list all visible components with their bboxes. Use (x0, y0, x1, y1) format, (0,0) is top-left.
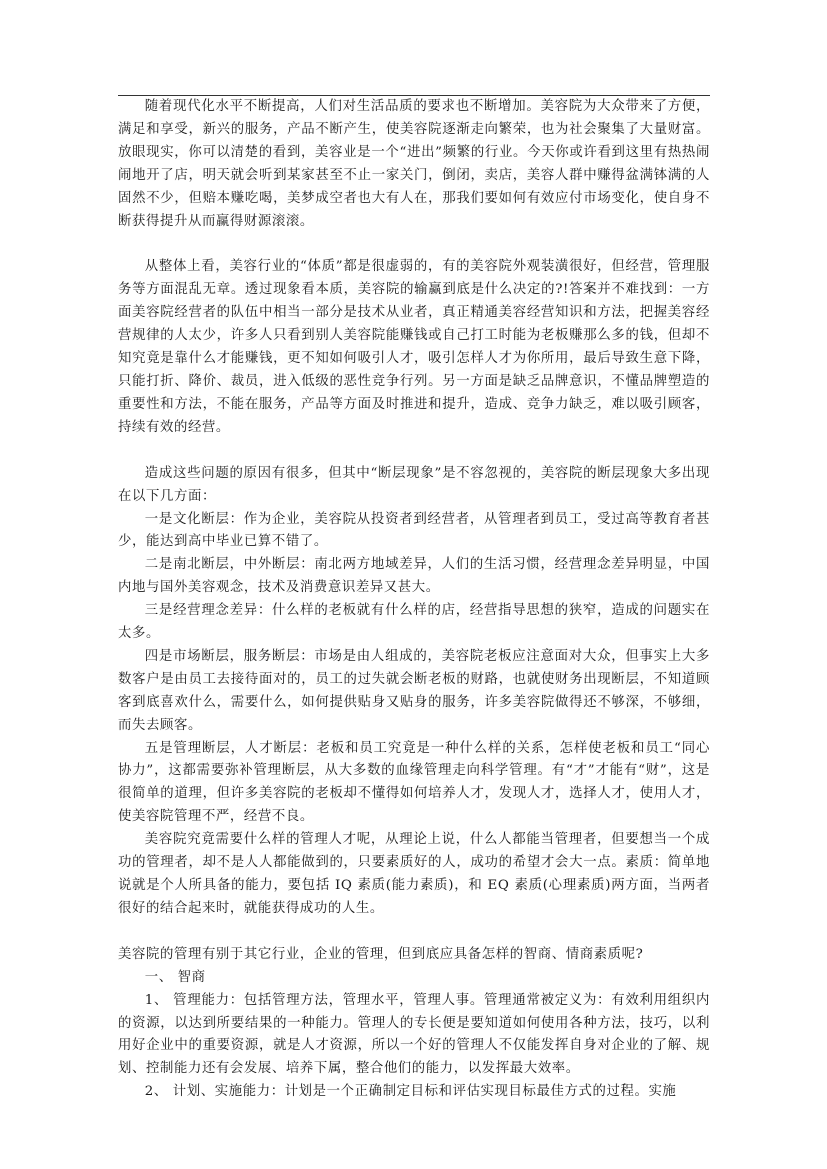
section-heading-iq: 一、 智商 (144, 969, 206, 985)
fault-region: 二是南北断层，中外断层：南北两方地域差异，人们的生活习惯，经营理念差异明显，中国内地与国外美容观念，技术及消费意识差异又甚大。 (118, 557, 710, 596)
paragraph-gap (118, 440, 710, 463)
intro-paragraph: 随着现代化水平不断提高，人们对生活品质的要求也不断增加。美容院为大众带来了方便，满足和享受，新兴的服务，产品不断产生，使美容院逐渐走向繁荣，也为社会聚集了大量财富。放眼现实，你可以清楚的看到，美容业是一个“进出”频繁的行业。今天你或许看到这里有热热闹闹地开了店，明天就会听到某家甚至不止一家关门，倒闭，卖店，美容人群中赚得盆满钵满的人固然不少，但赔本赚吃喝，美梦成空者也大有人在，那我们要如何有效应付市场变化，使自身不断获得提升从而赢得财源滚滚。 (118, 99, 710, 229)
fault-market-service: 四是市场断层，服务断层：市场是由人组成的，美容院老板应注意面对大众，但事实上大多数客户是由员工去接待面对的，员工的过失就会断老板的财路，也就使财务出现断层，不知道顾客到底喜欢什么，需要什么，如何提供贴身又贴身的服务，许多美容院做得还不够深，不够细，而失去顾客。 (118, 648, 710, 733)
iq-eq-question: 美容院的管理有别于其它行业，企业的管理，但到底应具备怎样的智商、情商素质呢? (118, 946, 644, 962)
document-body (118, 96, 710, 1104)
fault-philosophy: 三是经营理念差异：什么样的老板就有什么样的店，经营指导思想的狭窄，造成的问题实在太多。 (118, 603, 710, 642)
fault-causes-intro: 造成这些问题的原因有很多，但其中“断层现象”是不容忽视的，美容院的断层现象大多出现在以下几方面： (118, 465, 710, 504)
item-management-ability: 1、 管理能力：包括管理方法，管理水平，管理人事。管理通常被定义为：有效利用组织内的资源，以达到所要结果的一种能力。管理人的专长便是要知道如何使用各种方法，技巧，以利用好企业中的重要资源，就是人才资源，所以一个好的管理人不仅能发挥自身对企业的了解、规划、控制能力还有会发展、培养下属，整合他们的能力，以发挥最大效率。 (118, 992, 710, 1077)
fault-management-talent: 五是管理断层，人才断层：老板和员工究竟是一种什么样的关系，怎样使老板和员工“同心协力”，这都需要弥补管理断层，从大多数的血缘管理走向科学管理。有“才”才能有“财”，这是很简单的道理，但许多美容院的老板却不懂得如何培养人才，发现人才，选择人才，使用人才，使美容院管理不严，经营不良。 (118, 740, 710, 825)
paragraph-gap (118, 921, 710, 944)
manager-qualities-paragraph: 美容院究竟需要什么样的管理人才呢，从理论上说，什么人都能当管理者，但要想当一个成功的管理者，却不是人人都能做到的，只要素质好的人，成功的希望才会大一点。素质：简单地说就是个人所具备的能力，要包括 IQ 素质(能力素质)，和 EQ 素质(心理素质)两方面，当两者很好的结合起来时，就能获得成功的人生。 (118, 832, 710, 916)
fault-culture: 一是文化断层：作为企业，美容院从投资者到经营者，从管理者到员工，受过高等教育者甚少，能达到高中毕业已算不错了。 (118, 511, 710, 550)
item-planning-ability: 2、 计划、实施能力：计划是一个正确制定目标和评估实现目标最佳方式的过程。实施 (144, 1084, 677, 1100)
industry-analysis-paragraph: 从整体上看，美容行业的“体质”都是很虚弱的，有的美容院外观装潢很好，但经营，管理服务等方面混乱无章。透过现象看本质，美容院的输赢到底是什么决定的?!答案并不难找到：一方面美容院经营者的队伍中相当一部分是技术从业者，真正精通美容经营知识和方法，把握美容经营规律的人太少，许多人只看到别人美容院能赚钱或自己打工时能为老板赚那么多的钱，但却不知究竟是靠什么才能赚钱，更不知如何吸引人才，吸引怎样人才为你所用，最后导致生意下降，只能打折、降价、裁员，进入低级的恶性竞争行列。另一方面是缺乏品牌意识，不懂品牌塑造的重要性和方法，不能在服务，产品等方面及时推进和提升，造成、竞争力缺乏，难以吸引顾客，持续有效的经营。 (118, 259, 710, 435)
paragraph-gap (118, 233, 710, 256)
